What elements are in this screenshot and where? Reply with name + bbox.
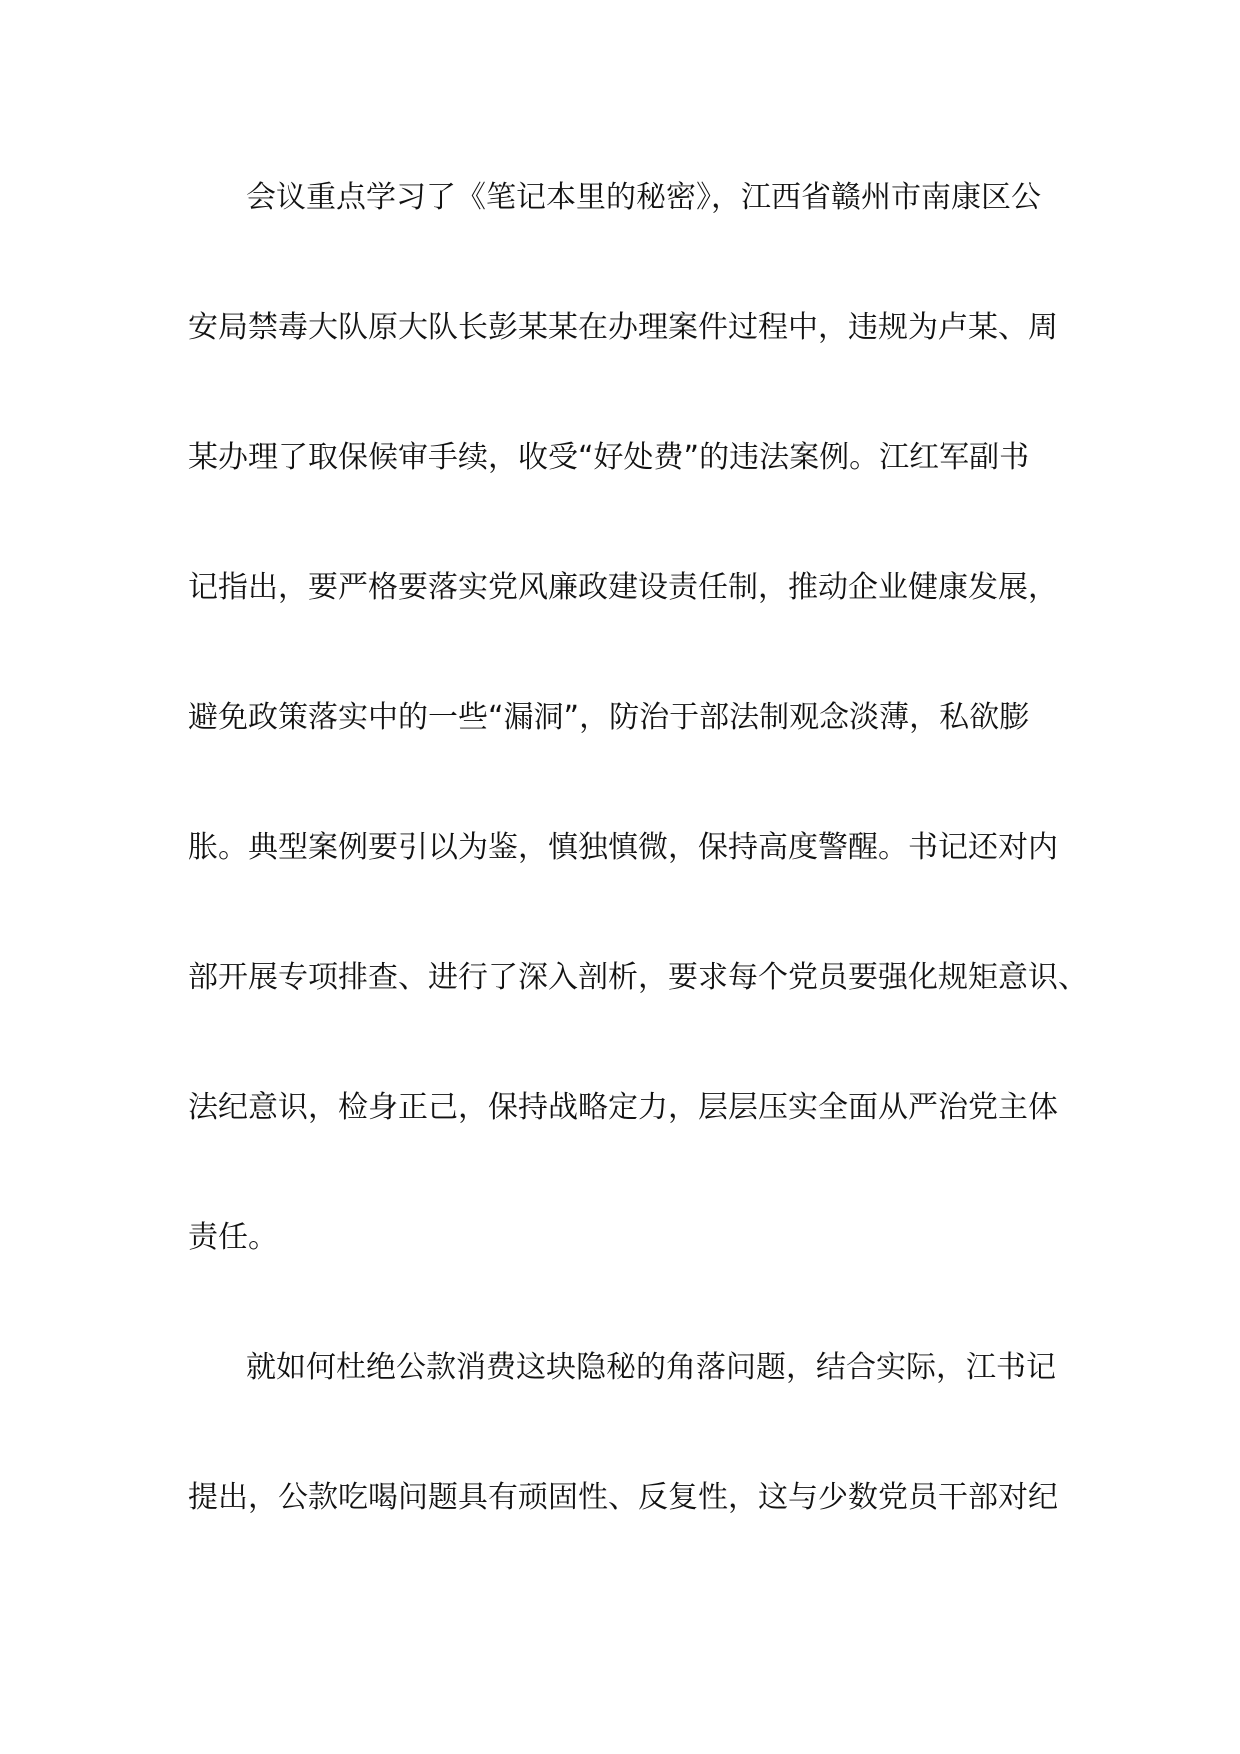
paragraph-2-line-2: 提出，公款吃喝问题具有顽固性、反复性，这与少数党员干部对纪	[188, 1480, 1058, 1515]
paragraph-1-line-1: 会议重点学习了《笔记本里的秘密》，江西省赣州市南康区公	[246, 180, 1041, 215]
paragraph-1-line-5: 避免政策落实中的一些“漏洞”，防治于部法制观念淡薄，私欲膨	[188, 700, 1030, 735]
paragraph-1-line-4: 记指出，要严格要落实党风廉政建设责任制，推动企业健康发展，	[188, 570, 1058, 605]
paragraph-2-line-1: 就如何杜绝公款消费这块隐秘的角落问题，结合实际，江书记	[246, 1350, 1056, 1385]
paragraph-1-line-7: 部开展专项排查、进行了深入剖析，要求每个党员要强化规矩意识、	[188, 960, 1088, 995]
paragraph-1-line-2: 安局禁毒大队原大队长彭某某在办理案件过程中，违规为卢某、周	[188, 310, 1058, 345]
paragraph-1-line-9: 责任。	[188, 1220, 278, 1255]
paragraph-1-line-6: 胀。典型案例要引以为鉴，慎独慎微，保持高度警醒。书记还对内	[188, 830, 1058, 865]
paragraph-1-line-8: 法纪意识，检身正己，保持战略定力，层层压实全面从严治党主体	[188, 1090, 1058, 1125]
paragraph-1-line-3: 某办理了取保候审手续，收受“好处费”的违法案例。江红军副书	[188, 440, 1030, 475]
